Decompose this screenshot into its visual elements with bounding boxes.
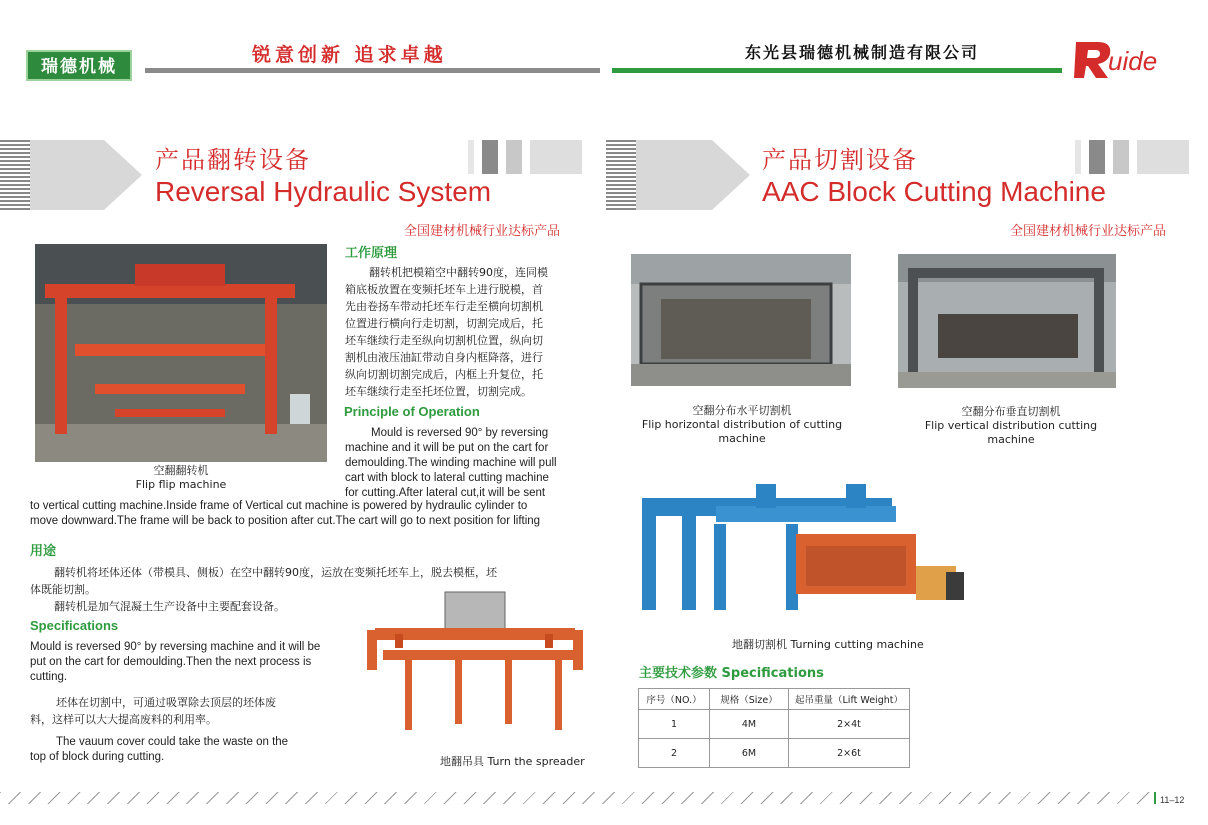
- turning-cutter-photo: [636, 476, 968, 616]
- brand-text: uide: [1108, 46, 1158, 76]
- brand-logo: [1072, 38, 1182, 80]
- chevron-body-right: [636, 140, 712, 210]
- page-number-bar: [1154, 792, 1156, 804]
- spreader-illustration: [365, 590, 585, 750]
- table-row: [639, 739, 910, 768]
- vertical-cutter-photo: [898, 254, 1116, 388]
- work-heading: 工作原理: [345, 246, 398, 261]
- work-line: 坯车继续行走至托坯位置，切割完成。: [345, 385, 532, 398]
- page-number: 11–12: [1160, 795, 1185, 805]
- horizontal-cutter-caption-en: Flip horizontal distribution of cutting machine: [641, 418, 843, 445]
- left-standard-label: 全国建材机械行业达标产品: [404, 224, 561, 239]
- work-line: 箱底板放置在变频托坯车上进行脱模，首: [345, 283, 543, 296]
- table-cell: 4M: [710, 710, 789, 739]
- spec-text-left: [30, 640, 350, 685]
- footer-hatch-decoration: [0, 792, 1150, 804]
- spec-line: Mould is reversed 90° by reversing machine and it will be: [30, 641, 321, 653]
- use-line: 翻转机是加气混凝土生产设备中主要配套设备。: [54, 600, 285, 613]
- stripes-decoration-left: [0, 140, 30, 210]
- work-line: 翻转机把模箱空中翻转90度，连同模: [369, 266, 548, 279]
- company-name: 东光县瑞德机械制造有限公司: [745, 43, 980, 62]
- spec-table-header-cell: 序号（NO.）: [639, 689, 710, 710]
- horizontal-cutter-illustration: [631, 254, 851, 386]
- spec-table-header-cell: 起吊重量（Lift Weight）: [789, 689, 910, 710]
- table-cell: 1: [639, 710, 710, 739]
- flip-machine-caption-cn: 空翻翻转机: [153, 464, 209, 477]
- right-standard-label: 全国建材机械行业达标产品: [1010, 224, 1167, 239]
- flip-machine-photo: [35, 244, 327, 462]
- vacuum-cn-line: 料，这样可以大大提高废料的利用率。: [30, 713, 217, 726]
- vertical-cutter-illustration: [898, 254, 1116, 388]
- principle-line: cart with block to lateral cutting machine: [345, 472, 549, 484]
- horizontal-cutter-caption: [626, 404, 858, 446]
- use-line: 翻转机将坯体还体（带模具、侧板）在空中翻转90度，运放在变频托坯车上，脱去模框，坯: [54, 566, 497, 579]
- chevron-body-left: [30, 140, 104, 210]
- slogan: 锐意创新 追求卓越: [252, 44, 447, 66]
- spec-heading-left: Specifications: [30, 618, 119, 633]
- principle-heading: Principle of Operation: [344, 404, 480, 419]
- horizontal-cutter-caption-cn: 空翻分布水平切割机: [692, 404, 792, 417]
- work-line: 位置进行横向行走切割，切割完成后，托: [345, 317, 543, 330]
- vertical-cutter-caption-cn: 空翻分布垂直切割机: [961, 405, 1061, 418]
- spec-heading-right: 主要技术参数 Specifications: [639, 666, 824, 681]
- vertical-cutter-caption: [900, 405, 1122, 447]
- table-row: [639, 710, 910, 739]
- principle-line: Mould is reversed 90° by reversing: [371, 427, 549, 439]
- table-cell: 2×6t: [789, 739, 910, 768]
- left-title-cn: 产品翻转设备: [155, 146, 311, 174]
- use-heading: 用途: [30, 544, 57, 559]
- flip-machine-caption-en: Flip flip machine: [135, 478, 227, 491]
- turning-cutter-illustration: [636, 476, 968, 616]
- table-cell: 6M: [710, 739, 789, 768]
- work-line: 割机由液压油缸带动自身内框降落，进行: [345, 351, 543, 364]
- principle-full-text: [30, 499, 590, 529]
- vacuum-en-line: The vauum cover could take the waste on the: [56, 736, 289, 748]
- table-cell: 2: [639, 739, 710, 768]
- flip-machine-caption: [35, 464, 327, 492]
- header-divider-green: [612, 68, 1062, 73]
- work-line: 纵向切割切割完成后，内框上升复位，托: [345, 368, 543, 381]
- vacuum-en-line: top of block during cutting.: [30, 751, 165, 763]
- principle-line: machine and it will be put on the cart for: [345, 442, 549, 454]
- spreader-photo: [365, 590, 585, 750]
- chevron-arrow-left: [104, 140, 142, 210]
- vertical-cutter-caption-en: Flip vertical distribution cutting machine: [924, 419, 1098, 446]
- table-cell: 2×4t: [789, 710, 910, 739]
- spec-line: put on the cart for demoulding.Then the next process is: [30, 656, 312, 668]
- chevron-arrow-right: [712, 140, 750, 210]
- spec-table-header: [639, 689, 910, 710]
- spec-table-header-cell: 规格（Size）: [710, 689, 789, 710]
- right-title-cn: 产品切割设备: [762, 146, 918, 174]
- principle-line: demoulding.The winding machine will pull: [345, 457, 557, 469]
- left-title-en: Reversal Hydraulic System: [155, 176, 492, 207]
- spec-line: cutting.: [30, 671, 68, 683]
- right-title-en: AAC Block Cutting Machine: [762, 176, 1106, 207]
- use-line: 体既能切割。: [30, 583, 96, 596]
- vacuum-text-cn: [30, 694, 330, 728]
- work-line: 坯车继续行走至纵向切割机位置，纵向切: [345, 334, 543, 347]
- header-divider-gray: [145, 68, 600, 73]
- principle-line: for cutting.After lateral cut,it will be sent: [345, 487, 546, 499]
- horizontal-cutter-photo: [631, 254, 851, 386]
- principle-text: [345, 426, 575, 501]
- vacuum-cn-line: 坯体在切割中，可通过吸罩除去顶层的坯体废: [56, 696, 276, 709]
- logo-badge: 瑞德机械: [26, 50, 132, 81]
- vacuum-text-en: [30, 735, 330, 765]
- turning-cutter-caption: 地翻切割机 Turning cutting machine: [732, 638, 924, 651]
- spec-table: [638, 688, 910, 768]
- principle-full-line: move downward.The frame will be back to position after cut.The cart will go to next position for lifting: [30, 515, 541, 527]
- spreader-caption: 地翻吊具 Turn the spreader: [440, 755, 585, 768]
- flip-machine-illustration: [35, 244, 327, 462]
- principle-full-line: to vertical cutting machine.Inside frame of Vertical cut machine is powered by hydraulic cylinder to: [30, 500, 528, 512]
- work-line: 先由卷扬车带动托坯车行走至横向切割机: [345, 300, 543, 313]
- work-text: [345, 264, 570, 400]
- stripes-decoration-right: [606, 140, 636, 210]
